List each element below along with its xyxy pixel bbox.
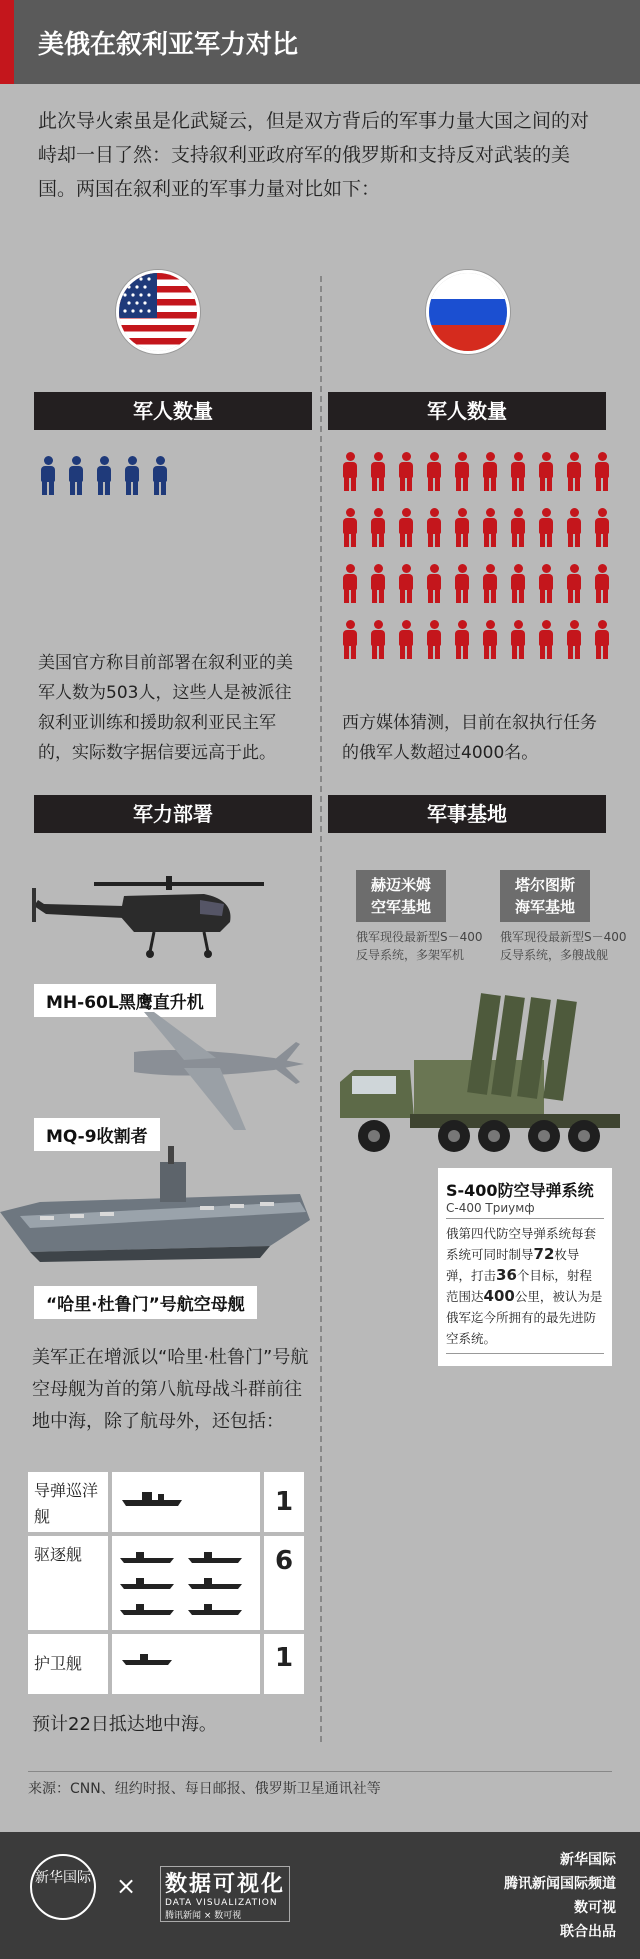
soldier-icon [482,508,498,548]
soldier-icon [594,452,610,492]
footer [0,1832,640,1959]
soldier-icon [594,620,610,660]
soldier-icon [398,564,414,604]
soldier-icon [370,508,386,548]
soldier-icon [510,452,526,492]
fleet-count: 1 [264,1634,304,1694]
soldier-icon [342,620,358,660]
soldier-icon [398,508,414,548]
soldier-icon [454,620,470,660]
soldier-icon [398,620,414,660]
soldier-icon [454,508,470,548]
soldier-icon [538,452,554,492]
s400-title: S-400防空导弹系统 [446,1181,594,1200]
soldier-icon [594,564,610,604]
soldier-icon [40,456,56,496]
base-name-line2: 空军基地 [370,898,431,916]
page-title: 美俄在叙利亚军力对比 [38,30,299,60]
soldier-icon [426,508,442,548]
s400-info-card [438,1168,612,1366]
base-desc-hmeimim: 俄军现役最新型S－400反导系统，多架军机 [356,930,483,962]
soldier-icon [566,620,582,660]
source-divider [28,1771,612,1772]
soldier-icon [426,452,442,492]
base-tag-tartus [500,870,590,922]
fleet-name: 导弹巡洋舰 [28,1472,108,1532]
xinhua-logo: 新华国际 [30,1854,96,1920]
soldier-icon [124,456,140,496]
fleet-count: 1 [264,1472,304,1532]
us-deploy-title: 军力部署 [34,795,312,833]
soldier-icon [342,564,358,604]
drone-label: MQ-9收割者 [34,1118,160,1151]
credits: 新华国际 腾讯新闻国际频道 数可视 联合出品 [504,1852,616,1940]
soldier-icon [454,564,470,604]
source-text: 来源：CNN、纽约时报、每日邮报、俄罗斯卫星通讯社等 [28,1781,381,1797]
data-visualization-logo: 数据可视化 DATA VISUALIZATION 腾讯新闻 × 数可视 [160,1866,290,1922]
base-name-line1: 赫迈米姆 [370,876,431,894]
soldier-icon [594,508,610,548]
soldier-icon [68,456,84,496]
helicopter-icon [24,866,284,966]
intro-text: 此次导火索虽是化武疑云，但是双方背后的军事力量大国之间的对峙却一目了然：支持叙利亚政府军的俄罗斯和支持反对武装的美国。两国在叙利亚的军事力量对比如下： [38,110,590,200]
aircraft-carrier-icon [0,1142,314,1272]
soldier-icon [454,452,470,492]
center-divider [320,276,322,1742]
us-personnel-title: 军人数量 [34,392,312,430]
arrival-text: 预计22日抵达地中海。 [32,1714,217,1735]
fleet-row-frigate [28,1634,304,1694]
soldier-icon [566,508,582,548]
soldier-icon [510,508,526,548]
soldier-icon [482,564,498,604]
header-accent [0,0,14,84]
s400-vehicle-icon [334,990,624,1170]
ru-personnel-text: 西方媒体猜测，目前在叙执行任务的俄军人数超过4000名。 [342,713,597,763]
soldier-icon [538,620,554,660]
base-desc-tartus: 俄军现役最新型S－400反导系统，多艘战舰 [500,930,627,962]
us-personnel-text: 美国官方称目前部署在叙利亚的美军人数为503人，这些人是被派往叙利亚训练和援助叙利亚民主军的，实际数字据信要远高于此。 [38,653,293,763]
soldier-icon [482,620,498,660]
fleet-name: 护卫舰 [28,1634,108,1694]
soldier-icon [566,452,582,492]
soldier-icon [538,508,554,548]
soldier-icon [426,620,442,660]
russia-flag-icon [426,270,510,354]
base-name-line1: 塔尔图斯 [514,876,575,894]
soldier-icon [566,564,582,604]
soldier-icon [370,452,386,492]
soldier-icon [342,452,358,492]
soldier-icon [370,564,386,604]
soldier-icon [96,456,112,496]
ru-personnel-title: 军人数量 [328,392,606,430]
soldier-icon [342,508,358,548]
fleet-count: 6 [264,1536,304,1630]
times-symbol: × [116,1872,137,1900]
destroyer-icons [112,1536,260,1630]
base-tag-hmeimim [356,870,446,922]
s400-subtitle: С-400 Триумф [446,1201,604,1219]
frigate-icon [112,1634,260,1694]
soldier-icon [510,620,526,660]
soldier-icon [398,452,414,492]
fleet-name: 驱逐舰 [28,1536,108,1630]
soldier-icon [370,620,386,660]
fleet-row-cruiser [28,1472,304,1532]
base-name-line2: 海军基地 [514,898,575,916]
soldier-icon [152,456,168,496]
s400-desc: 俄第四代防空导弹系统每套系统可同时制导72枚导弹，打击36个目标，射程范围达400公里，被认为是俄军迄今所拥有的最先进防空系统。 [446,1226,603,1346]
header [0,0,640,84]
soldier-icon [538,564,554,604]
soldier-icon [426,564,442,604]
cruiser-icon [112,1472,260,1532]
fleet-row-destroyer [28,1536,304,1630]
us-flag-icon [116,270,200,354]
fleet-text: 美军正在增派以“哈里·杜鲁门”号航空母舰为首的第八航母战斗群前往地中海，除了航母外，还包括： [32,1347,309,1432]
soldier-icon [510,564,526,604]
carrier-label: “哈里·杜鲁门”号航空母舰 [34,1286,257,1319]
helicopter-label: MH-60L黑鹰直升机 [34,984,216,1017]
ru-bases-title: 军事基地 [328,795,606,833]
soldier-icon [482,452,498,492]
drone-icon [124,1012,314,1132]
